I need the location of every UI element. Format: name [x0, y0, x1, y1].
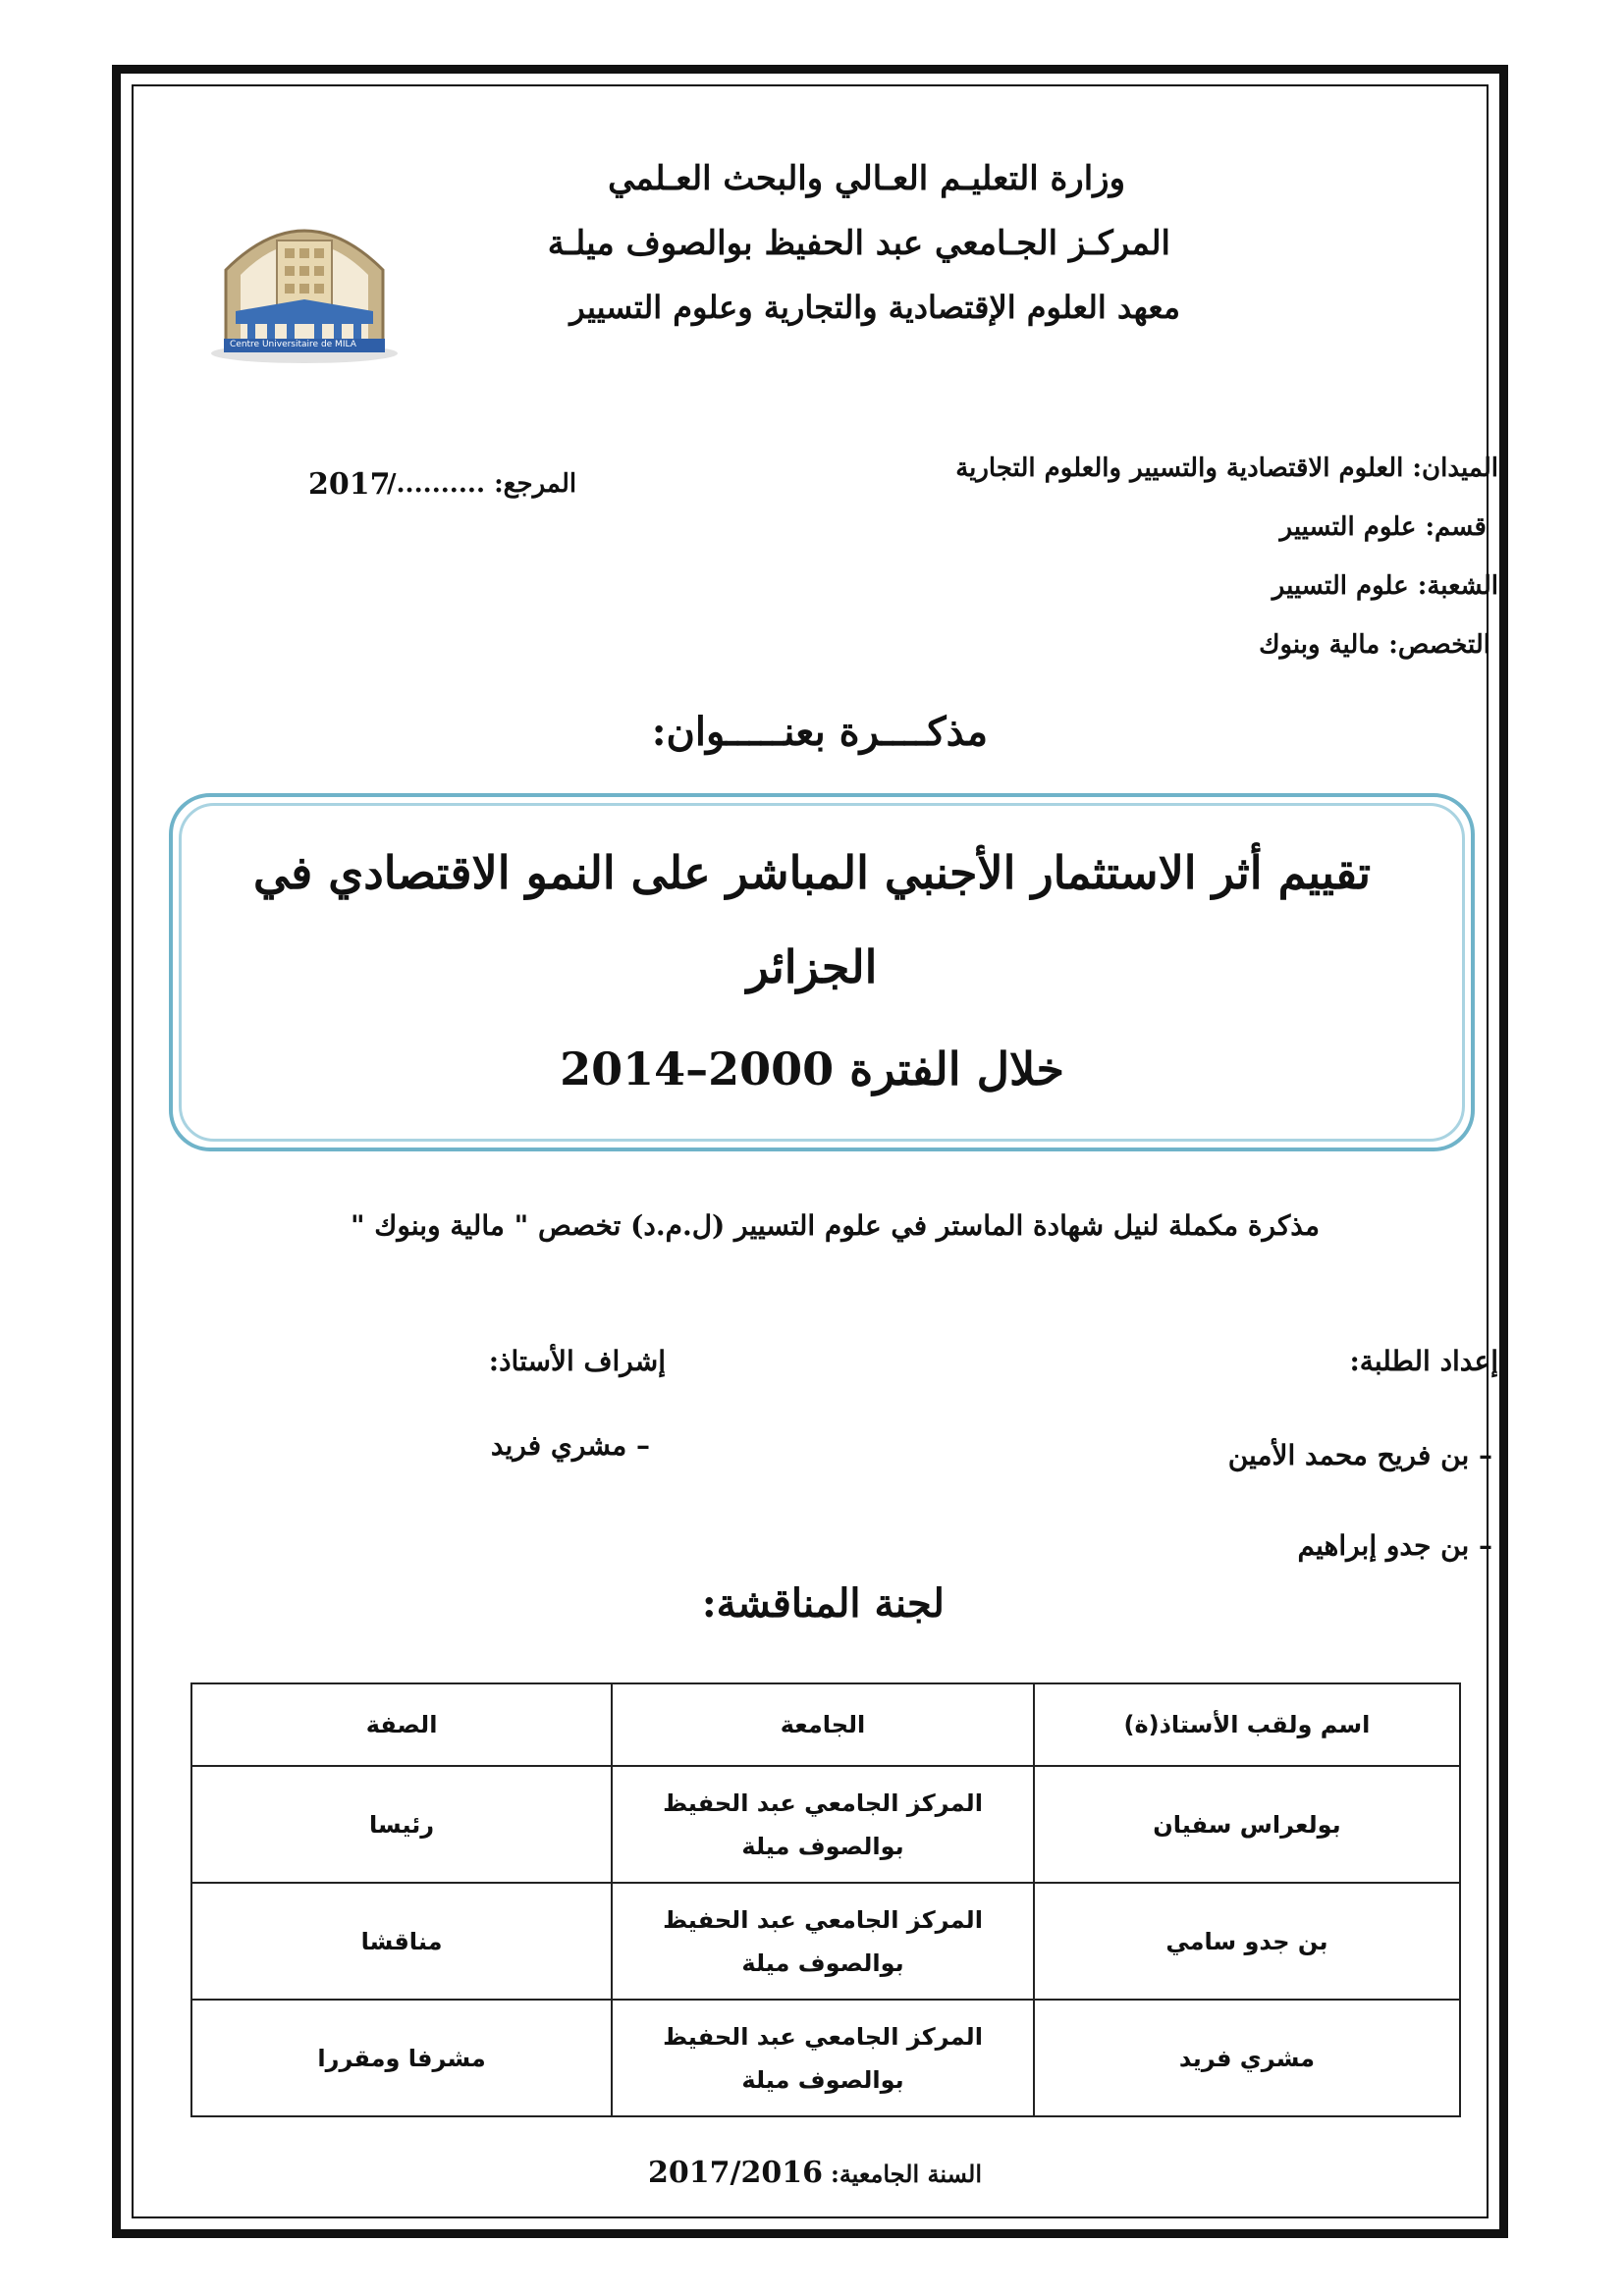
- branch-line: الشعبة: علوم التسيير: [1272, 571, 1498, 601]
- table-row: [191, 2000, 1460, 2116]
- university-line: المركـز الجـامعي عبد الحفيظ بوالصوف ميلـة: [547, 224, 1170, 263]
- table-header-row: [191, 1683, 1460, 1766]
- committee-table: [190, 1682, 1461, 2117]
- institute-line: معهد العلوم الإقتصادية والتجارية وعلوم التسيير: [569, 289, 1180, 326]
- university-logo: [206, 201, 403, 368]
- member-name: بن جدو سامي: [1034, 1883, 1460, 2000]
- university-line1: المركز الجامعي عبد الحفيظ: [663, 2022, 983, 2051]
- thesis-title-line1: تقييم أثر الاستثمار الأجنبي المباشر على النمو الاقتصادي في: [252, 846, 1372, 899]
- header-role: الصفة: [191, 1683, 612, 1766]
- member-name: بولعراس سفيان: [1034, 1766, 1460, 1883]
- ministry-line: وزارة التعليـم العـالي والبحث العـلمي: [608, 159, 1125, 198]
- header-name: اسم ولقب الأستاذ(ة): [1034, 1683, 1460, 1766]
- field-line: الميدان: العلوم الاقتصادية والتسيير والعلوم التجارية: [955, 454, 1498, 483]
- university-line2: بوالصوف ميلة: [741, 2065, 904, 2094]
- university-line2: بوالصوف ميلة: [741, 1949, 904, 1977]
- header-university: الجامعة: [612, 1683, 1034, 1766]
- thesis-title-line2: الجزائر: [746, 940, 878, 993]
- student-name: – بن جدو إبراهيم: [1297, 1529, 1492, 1562]
- student-name: – بن فريح محمد الأمين: [1227, 1439, 1492, 1471]
- thesis-title-line3: خلال الفترة 2000–2014: [560, 1042, 1064, 1095]
- students-label: إعداد الطلبة:: [1349, 1345, 1498, 1377]
- academic-year-label: السنة الجامعية:: [830, 2160, 982, 2188]
- member-role: رئيسا: [191, 1766, 612, 1883]
- member-university: [612, 1883, 1034, 2000]
- member-university: [612, 2000, 1034, 2116]
- university-line2: بوالصوف ميلة: [741, 1832, 904, 1860]
- committee-heading: لجنة المناقشة:: [701, 1580, 945, 1627]
- memo-heading: مذكــــرة بعنـــــوان:: [651, 709, 988, 755]
- reference-label: المرجع: ........../: [387, 469, 577, 499]
- member-name: مشري فريد: [1034, 2000, 1460, 2116]
- degree-subtitle: مذكرة مكملة لنيل شهادة الماستر في علوم التسيير (ل.م.د) تخصص " مالية وبنوك ": [350, 1209, 1320, 1242]
- table-row: [191, 1766, 1460, 1883]
- member-role: مشرفا ومقررا: [191, 2000, 612, 2116]
- reference-year: 2017: [308, 467, 391, 502]
- university-line1: المركز الجامعي عبد الحفيظ: [663, 1905, 983, 1934]
- table-row: [191, 1883, 1460, 2000]
- academic-year-value: 2017/2016: [648, 2156, 823, 2190]
- member-university: [612, 1766, 1034, 1883]
- member-role: مناقشا: [191, 1883, 612, 2000]
- specialty-line: التخصص: مالية وبنوك: [1259, 630, 1490, 660]
- logo-caption: Centre Universitaire de MILA: [230, 340, 356, 349]
- supervisor-label: إشراف الأستاذ:: [488, 1345, 666, 1377]
- supervisor-name: – مشري فريد: [490, 1429, 650, 1462]
- university-line1: المركز الجامعي عبد الحفيظ: [663, 1789, 983, 1817]
- department-line: قسم: علوم التسيير: [1279, 512, 1487, 542]
